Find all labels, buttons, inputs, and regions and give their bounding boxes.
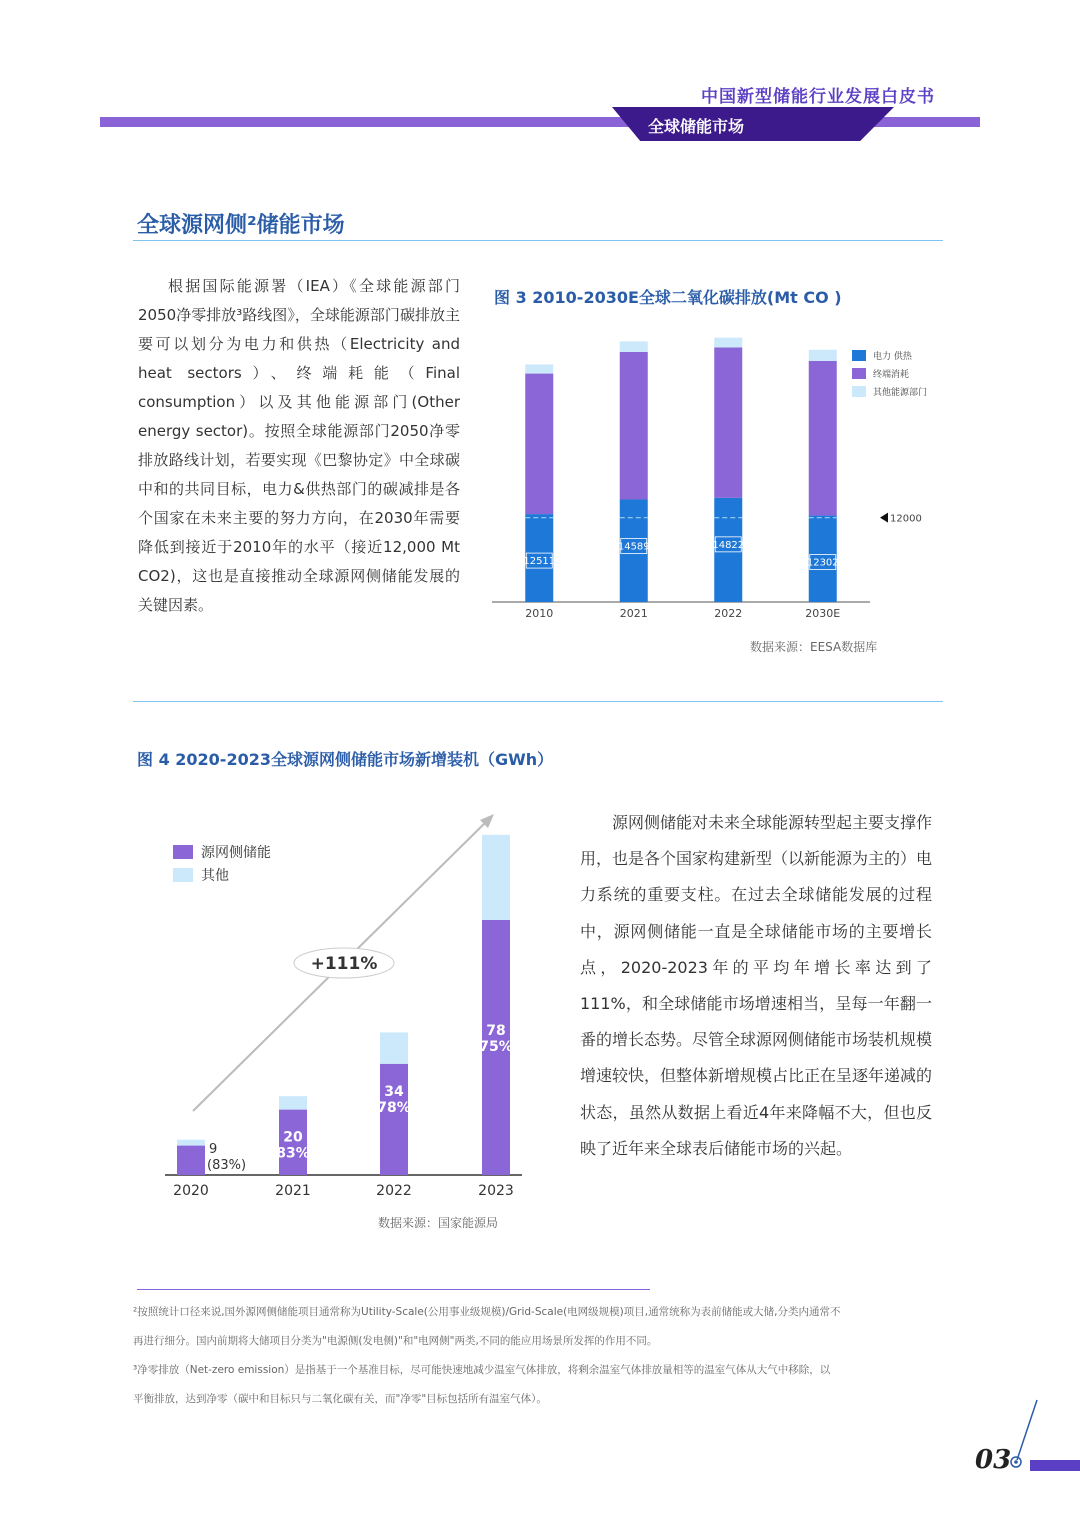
footnotes [133, 1298, 973, 1414]
share-label-2021: 83% [276, 1145, 310, 1162]
bar-other-2022 [714, 338, 742, 348]
legend-label-1: 终端消耗 [873, 370, 910, 380]
analysis-paragraph-text: 源网侧储能对未来全球能源转型起主要支撑作用，也是各个国家构建新型（以新能源为主的）电力系统的重要支柱。在过去全球储能发展的过程中，源网侧储能一直是全球储能市场的主要增长点，2020-2023年的平均年增长率达到了111%，和全球储能市场增速相当，呈每一年翻一番的增长态势。尽管全球源网侧储能市场装机规模增速较快，但整体新增规模占比正在呈逐年递减的状态，虽然从数据上看近4年来降幅不大，但也反映了近年来全球表后储能市场的兴起。 [580, 813, 933, 1158]
intro-paragraph [138, 272, 460, 620]
footnote-line: ³净零排放（Net-zero emission）是指基于一个基准目标，尽可能快速地减少温室气体排放，将剩余温室气体排放量相等的温室气体从大气中移除，以 [133, 1364, 831, 1376]
value-label-2022: 34 [384, 1083, 404, 1100]
figure3-title: 图 3 2010-2030E全球二氧化碳排放(Mt CO ) [494, 288, 842, 307]
decor-dot [1014, 1460, 1018, 1464]
analysis-paragraph [580, 805, 932, 1167]
x-tick-2021: 2021 [275, 1183, 311, 1199]
value-label-2021: 14589 [617, 541, 650, 553]
x-tick-2030E: 2030E [805, 607, 841, 620]
ref-label: 12000 [890, 513, 922, 525]
bar-final-2010 [525, 374, 553, 515]
share-label-2023: 75% [479, 1038, 513, 1055]
legend-swatch-2 [852, 386, 866, 397]
footnote-line: 平衡排放，达到净零（碳中和目标只与二氧化碳有关，而"净零"目标包括所有温室气体）。 [133, 1393, 547, 1405]
figure3-source: 数据来源：EESA数据库 [750, 640, 878, 654]
bar-other-2020 [177, 1140, 205, 1146]
figure4-chart [160, 805, 560, 1205]
page-number: 03 [975, 1445, 1012, 1475]
share-label-2020: (83%) [207, 1158, 247, 1173]
bar-grid-2020 [177, 1146, 205, 1175]
bar-final-2022 [714, 347, 742, 497]
legend-swatch-1 [173, 868, 193, 882]
value-label-2020: 9 [209, 1142, 218, 1157]
legend-label-0: 源网侧储能 [201, 845, 271, 861]
legend-swatch-0 [173, 845, 193, 859]
legend-label-1: 其他 [201, 868, 229, 884]
section-title: 全球源网侧²储能市场 [137, 213, 345, 238]
section-divider [133, 240, 943, 241]
bar-other-2021 [620, 341, 648, 352]
value-label-2022: 14822 [712, 539, 745, 551]
legend-swatch-0 [852, 350, 866, 361]
x-tick-2020: 2020 [173, 1183, 209, 1199]
legend-label-2: 其他能源部门 [873, 388, 928, 398]
legend-label-0: 电力 供热 [873, 352, 912, 362]
page-bar [1030, 1460, 1080, 1471]
bar-other-2010 [525, 364, 553, 373]
value-label-2023: 78 [486, 1022, 506, 1039]
section-divider-2 [133, 701, 943, 702]
section-tab-label: 全球储能市场 [648, 117, 745, 136]
footnote-line: ²按照统计口径来说,国外源网侧储能项目通常称为Utility-Scale(公用事业级规模)/Grid-Scale(电网级规模)项目,通常统称为表前储能或大储,分类内通常不 [133, 1306, 841, 1318]
document-title: 中国新型储能行业发展白皮书 [701, 87, 935, 107]
figure3-chart [480, 315, 960, 625]
x-tick-2010: 2010 [525, 607, 554, 620]
value-label-2030E: 12302 [806, 557, 839, 569]
bar-final-2021 [620, 352, 648, 500]
footnote-divider [137, 1289, 650, 1290]
bar-grid-2022 [380, 1064, 408, 1175]
legend-swatch-1 [852, 368, 866, 379]
x-tick-2021: 2021 [619, 607, 648, 620]
growth-label: +111% [310, 954, 378, 974]
x-tick-2022: 2022 [714, 607, 743, 620]
bar-other-2021 [279, 1096, 307, 1109]
bar-other-2022 [380, 1032, 408, 1063]
share-label-2022: 78% [377, 1099, 411, 1116]
intro-paragraph-text: 根据国际能源署（IEA）《全球能源部门2050净零排放³路线图》，全球能源部门碳排放主要可以划分为电力和供热（Electricity and heat sectors）、终端耗能（Final consumption）以及其他能源部门(Other energy sector)。按照全球能源部门2050净零排放路线计划，若要实现《巴黎协定》中全球碳中和的共同目标，电力&供热部门的碳减排是各个国家在未来主要的努力方向，在2030年需要降低到接近于2010年的水平（接近12,000 Mt CO2)，这也是直接推动全球源网侧储能发展的关键因素。 [138, 277, 460, 614]
x-tick-2023: 2023 [478, 1183, 514, 1199]
value-label-2021: 20 [283, 1129, 303, 1146]
value-label-2010: 12511 [523, 556, 556, 568]
figure4-title: 图 4 2020-2023全球源网侧储能市场新增装机（GWh） [137, 750, 554, 769]
footnote-line: 再进行细分。国内前期将大储项目分类为"电源侧(发电侧)"和"电网侧"两类,不同的能应用场景所发挥的作用不同。 [133, 1335, 658, 1347]
figure4-source: 数据来源：国家能源局 [378, 1216, 499, 1230]
bar-other-2030E [809, 350, 837, 361]
decor-line [1017, 1400, 1037, 1460]
bar-other-2023 [482, 835, 510, 920]
x-tick-2022: 2022 [376, 1183, 412, 1199]
ref-arrow-icon [880, 513, 888, 523]
bar-final-2030E [809, 361, 837, 516]
